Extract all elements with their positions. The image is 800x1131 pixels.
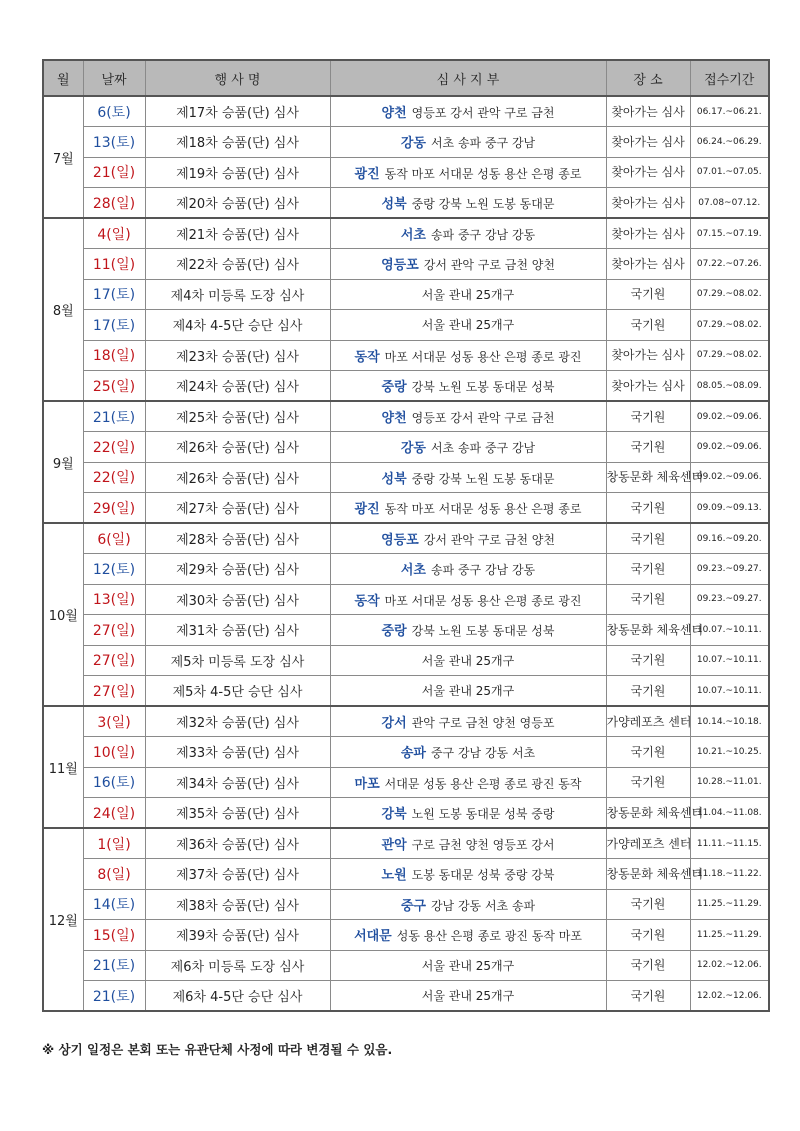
event-cell: 제21차 승품(단) 심사 xyxy=(145,218,330,249)
event-cell: 제31차 승품(단) 심사 xyxy=(145,615,330,646)
date-cell: 17(토) xyxy=(83,279,145,310)
event-cell: 제19차 승품(단) 심사 xyxy=(145,157,330,188)
table-row xyxy=(43,249,769,280)
other-branches: 동작 마포 서대문 성동 용산 은평 종로 xyxy=(384,502,582,516)
lead-branch: 서초 xyxy=(400,228,426,243)
date-cell: 12(토) xyxy=(83,554,145,585)
event-cell: 제28차 승품(단) 심사 xyxy=(145,523,330,554)
date-cell: 27(일) xyxy=(83,645,145,676)
lead-branch: 송파 xyxy=(400,746,426,762)
event-cell: 제35차 승품(단) 심사 xyxy=(145,798,330,829)
lead-branch: 동작 xyxy=(354,593,380,609)
period-cell: 11.11.~11.15. xyxy=(690,828,769,859)
lead-branch: 강북 xyxy=(381,807,407,822)
period-cell: 09.23.~09.27. xyxy=(690,554,769,585)
lead-branch: 서대문 xyxy=(354,929,392,945)
table-row xyxy=(43,798,769,829)
period-cell: 12.02.~12.06. xyxy=(690,981,769,1012)
date-cell: 21(토) xyxy=(83,981,145,1012)
date-cell: 27(일) xyxy=(83,676,145,707)
other-branches: 중구 강남 강동 서초 xyxy=(430,746,536,761)
table-row xyxy=(43,188,769,219)
period-cell: 10.21.~10.25. xyxy=(690,737,769,768)
branch-cell xyxy=(330,645,606,676)
period-cell: 12.02.~12.06. xyxy=(690,950,769,981)
place-cell: 국기원 xyxy=(606,950,690,981)
other-branches: 강남 강동 서초 송파 xyxy=(430,898,536,913)
date-cell: 24(일) xyxy=(83,798,145,829)
schedule-body xyxy=(43,96,769,1011)
table-row xyxy=(43,462,769,493)
date-cell: 3(일) xyxy=(83,706,145,737)
period-cell: 06.24.~06.29. xyxy=(690,127,769,158)
lead-branch: 성북 xyxy=(381,471,407,487)
table-row xyxy=(43,767,769,798)
date-cell: 11(일) xyxy=(83,249,145,280)
date-cell: 22(일) xyxy=(83,432,145,463)
place-cell: 국기원 xyxy=(606,981,690,1012)
branch-cell xyxy=(330,249,606,280)
event-cell: 제25차 승품(단) 심사 xyxy=(145,401,330,432)
other-branches: 서울 관내 25개구 xyxy=(421,318,515,333)
month-cell: 10월 xyxy=(43,523,83,706)
other-branches: 송파 중구 강남 강동 xyxy=(430,563,536,578)
place-cell: 찾아가는 심사 xyxy=(606,249,690,280)
place-cell: 국기원 xyxy=(606,584,690,615)
table-row xyxy=(43,889,769,920)
lead-branch: 관악 xyxy=(381,838,407,853)
other-branches: 동작 마포 서대문 성동 용산 은평 종로 xyxy=(384,166,582,181)
table-row xyxy=(43,523,769,554)
branch-cell xyxy=(330,706,606,737)
lead-branch: 동작 xyxy=(354,349,380,365)
table-row xyxy=(43,859,769,890)
schedule-table xyxy=(42,59,770,1012)
lead-branch: 노원 xyxy=(381,868,407,884)
header-date: 날짜 xyxy=(83,60,145,96)
place-cell: 국기원 xyxy=(606,645,690,676)
period-cell: 11.04.~11.08. xyxy=(690,798,769,829)
branch-cell xyxy=(330,554,606,585)
period-cell: 08.05.~08.09. xyxy=(690,371,769,402)
event-cell: 제20차 승품(단) 심사 xyxy=(145,188,330,219)
period-cell: 07.29.~08.02. xyxy=(690,279,769,310)
branch-cell xyxy=(330,828,606,859)
period-cell: 10.07.~10.11. xyxy=(690,645,769,676)
place-cell: 찾아가는 심사 xyxy=(606,127,690,158)
period-cell: 10.07.~10.11. xyxy=(690,676,769,707)
month-cell: 7월 xyxy=(43,96,83,218)
branch-cell xyxy=(330,767,606,798)
other-branches: 서울 관내 25개구 xyxy=(421,653,515,668)
other-branches: 강서 관악 구로 금천 양천 xyxy=(423,258,555,273)
other-branches: 서대문 성동 용산 은평 종로 광진 동작 xyxy=(384,776,582,791)
event-cell: 제37차 승품(단) 심사 xyxy=(145,859,330,890)
table-row xyxy=(43,432,769,463)
table-row xyxy=(43,981,769,1012)
period-cell: 07.01.~07.05. xyxy=(690,157,769,188)
other-branches: 마포 서대문 성동 용산 은평 종로 광진 xyxy=(384,593,582,608)
month-cell: 9월 xyxy=(43,401,83,523)
branch-cell xyxy=(330,340,606,371)
lead-branch: 영등포 xyxy=(381,533,419,548)
place-cell: 창동문화 체육센터 xyxy=(606,798,690,829)
place-cell: 창동문화 체육센터 xyxy=(606,859,690,890)
event-cell: 제38차 승품(단) 심사 xyxy=(145,889,330,920)
table-row xyxy=(43,615,769,646)
date-cell: 14(토) xyxy=(83,889,145,920)
period-cell: 09.09.~09.13. xyxy=(690,493,769,524)
event-cell: 제33차 승품(단) 심사 xyxy=(145,737,330,768)
period-cell: 07.08~07.12. xyxy=(690,188,769,219)
date-cell: 16(토) xyxy=(83,767,145,798)
branch-cell xyxy=(330,584,606,615)
table-row xyxy=(43,279,769,310)
place-cell: 국기원 xyxy=(606,523,690,554)
period-cell: 09.16.~09.20. xyxy=(690,523,769,554)
place-cell: 국기원 xyxy=(606,767,690,798)
lead-branch: 광진 xyxy=(354,166,380,182)
event-cell: 제6차 4-5단 승단 심사 xyxy=(145,981,330,1012)
branch-cell xyxy=(330,615,606,646)
event-cell: 제4차 미등록 도장 심사 xyxy=(145,279,330,310)
table-row xyxy=(43,340,769,371)
branch-cell xyxy=(330,127,606,158)
header-month: 월 xyxy=(43,60,83,96)
month-cell: 12월 xyxy=(43,828,83,1011)
other-branches: 도봉 동대문 성북 중랑 강북 xyxy=(411,868,555,883)
place-cell: 찾아가는 심사 xyxy=(606,371,690,402)
branch-cell xyxy=(330,462,606,493)
other-branches: 강북 노원 도봉 동대문 성북 xyxy=(411,624,555,639)
event-cell: 제23차 승품(단) 심사 xyxy=(145,340,330,371)
lead-branch: 광진 xyxy=(354,502,380,517)
date-cell: 4(일) xyxy=(83,218,145,249)
place-cell: 국기원 xyxy=(606,737,690,768)
branch-cell xyxy=(330,310,606,341)
header-place: 장 소 xyxy=(606,60,690,96)
date-cell: 18(일) xyxy=(83,340,145,371)
date-cell: 6(토) xyxy=(83,96,145,127)
period-cell: 06.17.~06.21. xyxy=(690,96,769,127)
lead-branch: 마포 xyxy=(354,776,380,792)
other-branches: 성동 용산 은평 종로 광진 동작 마포 xyxy=(396,929,582,944)
other-branches: 구로 금천 양천 영등포 강서 xyxy=(411,838,555,852)
table-row xyxy=(43,676,769,707)
month-cell: 11월 xyxy=(43,706,83,828)
lead-branch: 중구 xyxy=(400,898,426,914)
branch-cell xyxy=(330,981,606,1012)
table-row xyxy=(43,737,769,768)
date-cell: 6(일) xyxy=(83,523,145,554)
branch-cell xyxy=(330,493,606,524)
other-branches: 영등포 강서 관악 구로 금천 xyxy=(411,106,555,120)
date-cell: 17(토) xyxy=(83,310,145,341)
date-cell: 21(토) xyxy=(83,950,145,981)
date-cell: 8(일) xyxy=(83,859,145,890)
event-cell: 제32차 승품(단) 심사 xyxy=(145,706,330,737)
event-cell: 제29차 승품(단) 심사 xyxy=(145,554,330,585)
branch-cell xyxy=(330,432,606,463)
date-cell: 13(토) xyxy=(83,127,145,158)
event-cell: 제17차 승품(단) 심사 xyxy=(145,96,330,127)
event-cell: 제22차 승품(단) 심사 xyxy=(145,249,330,280)
other-branches: 중랑 강북 노원 도봉 동대문 xyxy=(411,197,555,211)
header-row xyxy=(43,60,769,96)
other-branches: 마포 서대문 성동 용산 은평 종로 광진 xyxy=(384,349,582,364)
lead-branch: 영등포 xyxy=(381,258,419,274)
period-cell: 09.23.~09.27. xyxy=(690,584,769,615)
period-cell: 10.14.~10.18. xyxy=(690,706,769,737)
branch-cell xyxy=(330,401,606,432)
place-cell: 찾아가는 심사 xyxy=(606,157,690,188)
period-cell: 09.02.~09.06. xyxy=(690,432,769,463)
event-cell: 제26차 승품(단) 심사 xyxy=(145,462,330,493)
place-cell: 찾아가는 심사 xyxy=(606,340,690,371)
other-branches: 관악 구로 금천 양천 영등포 xyxy=(411,716,555,730)
period-cell: 10.07.~10.11. xyxy=(690,615,769,646)
branch-cell xyxy=(330,96,606,127)
date-cell: 27(일) xyxy=(83,615,145,646)
event-cell: 제4차 4-5단 승단 심사 xyxy=(145,310,330,341)
event-cell: 제5차 미등록 도장 심사 xyxy=(145,645,330,676)
event-cell: 제18차 승품(단) 심사 xyxy=(145,127,330,158)
branch-cell xyxy=(330,889,606,920)
date-cell: 21(토) xyxy=(83,401,145,432)
table-row xyxy=(43,950,769,981)
place-cell: 국기원 xyxy=(606,920,690,951)
event-cell: 제34차 승품(단) 심사 xyxy=(145,767,330,798)
other-branches: 송파 중구 강남 강동 xyxy=(430,228,536,242)
other-branches: 강서 관악 구로 금천 양천 xyxy=(423,533,555,547)
other-branches: 강북 노원 도봉 동대문 성북 xyxy=(411,380,555,394)
event-cell: 제36차 승품(단) 심사 xyxy=(145,828,330,859)
table-row xyxy=(43,127,769,158)
other-branches: 서울 관내 25개구 xyxy=(421,287,515,302)
date-cell: 29(일) xyxy=(83,493,145,524)
table-row xyxy=(43,401,769,432)
event-cell: 제24차 승품(단) 심사 xyxy=(145,371,330,402)
period-cell: 09.02.~09.06. xyxy=(690,462,769,493)
lead-branch: 강동 xyxy=(400,441,426,457)
table-row xyxy=(43,828,769,859)
place-cell: 창동문화 체육센터 xyxy=(606,615,690,646)
place-cell: 국기원 xyxy=(606,554,690,585)
period-cell: 07.22.~07.26. xyxy=(690,249,769,280)
branch-cell xyxy=(330,279,606,310)
event-cell: 제30차 승품(단) 심사 xyxy=(145,584,330,615)
period-cell: 07.29.~08.02. xyxy=(690,310,769,341)
table-row xyxy=(43,96,769,127)
place-cell: 찾아가는 심사 xyxy=(606,218,690,249)
date-cell: 21(일) xyxy=(83,157,145,188)
period-cell: 11.25.~11.29. xyxy=(690,889,769,920)
place-cell: 찾아가는 심사 xyxy=(606,188,690,219)
header-period: 접수기간 xyxy=(690,60,769,96)
date-cell: 1(일) xyxy=(83,828,145,859)
other-branches: 서울 관내 25개구 xyxy=(421,989,515,1003)
place-cell: 국기원 xyxy=(606,279,690,310)
date-cell: 28(일) xyxy=(83,188,145,219)
table-row xyxy=(43,554,769,585)
place-cell: 가양레포츠 센터 xyxy=(606,706,690,737)
table-row xyxy=(43,645,769,676)
date-cell: 25(일) xyxy=(83,371,145,402)
place-cell: 국기원 xyxy=(606,676,690,707)
other-branches: 영등포 강서 관악 구로 금천 xyxy=(411,411,555,425)
place-cell: 찾아가는 심사 xyxy=(606,96,690,127)
lead-branch: 중랑 xyxy=(381,380,407,395)
lead-branch: 성북 xyxy=(381,197,407,212)
place-cell: 국기원 xyxy=(606,310,690,341)
date-cell: 15(일) xyxy=(83,920,145,951)
event-cell: 제39차 승품(단) 심사 xyxy=(145,920,330,951)
branch-cell xyxy=(330,950,606,981)
other-branches: 서초 송파 중구 강남 xyxy=(430,136,536,151)
branch-cell xyxy=(330,737,606,768)
branch-cell xyxy=(330,371,606,402)
footnote: ※ 상기 일정은 본회 또는 유관단체 사정에 따라 변경될 수 있음. xyxy=(42,1042,393,1057)
place-cell: 창동문화 체육센터 xyxy=(606,462,690,493)
header-event: 행 사 명 xyxy=(145,60,330,96)
branch-cell xyxy=(330,676,606,707)
event-cell: 제27차 승품(단) 심사 xyxy=(145,493,330,524)
period-cell: 07.15.~07.19. xyxy=(690,218,769,249)
table-row xyxy=(43,157,769,188)
table-row xyxy=(43,310,769,341)
place-cell: 국기원 xyxy=(606,889,690,920)
period-cell: 11.25.~11.29. xyxy=(690,920,769,951)
event-cell: 제5차 4-5단 승단 심사 xyxy=(145,676,330,707)
other-branches: 서초 송파 중구 강남 xyxy=(430,441,536,456)
period-cell: 07.29.~08.02. xyxy=(690,340,769,371)
lead-branch: 강서 xyxy=(381,716,407,731)
other-branches: 서울 관내 25개구 xyxy=(421,958,515,973)
lead-branch: 중랑 xyxy=(381,624,407,640)
table-row xyxy=(43,706,769,737)
branch-cell xyxy=(330,188,606,219)
lead-branch: 양천 xyxy=(381,106,407,121)
branch-cell xyxy=(330,218,606,249)
place-cell: 가양레포츠 센터 xyxy=(606,828,690,859)
branch-cell xyxy=(330,157,606,188)
other-branches: 서울 관내 25개구 xyxy=(421,684,515,698)
date-cell: 10(일) xyxy=(83,737,145,768)
header-branch: 심 사 지 부 xyxy=(330,60,606,96)
table-row xyxy=(43,371,769,402)
branch-cell xyxy=(330,523,606,554)
table-row xyxy=(43,584,769,615)
other-branches: 중랑 강북 노원 도봉 동대문 xyxy=(411,471,555,486)
month-cell: 8월 xyxy=(43,218,83,401)
lead-branch: 강동 xyxy=(400,136,426,152)
other-branches: 노원 도봉 동대문 성북 중랑 xyxy=(411,807,555,821)
place-cell: 국기원 xyxy=(606,493,690,524)
branch-cell xyxy=(330,859,606,890)
period-cell: 11.18.~11.22. xyxy=(690,859,769,890)
place-cell: 국기원 xyxy=(606,432,690,463)
date-cell: 22(일) xyxy=(83,462,145,493)
event-cell: 제26차 승품(단) 심사 xyxy=(145,432,330,463)
lead-branch: 양천 xyxy=(381,411,407,426)
date-cell: 13(일) xyxy=(83,584,145,615)
table-row xyxy=(43,218,769,249)
period-cell: 09.02.~09.06. xyxy=(690,401,769,432)
table-row xyxy=(43,920,769,951)
lead-branch: 서초 xyxy=(400,563,426,579)
period-cell: 10.28.~11.01. xyxy=(690,767,769,798)
branch-cell xyxy=(330,798,606,829)
place-cell: 국기원 xyxy=(606,401,690,432)
table-row xyxy=(43,493,769,524)
event-cell: 제6차 미등록 도장 심사 xyxy=(145,950,330,981)
branch-cell xyxy=(330,920,606,951)
